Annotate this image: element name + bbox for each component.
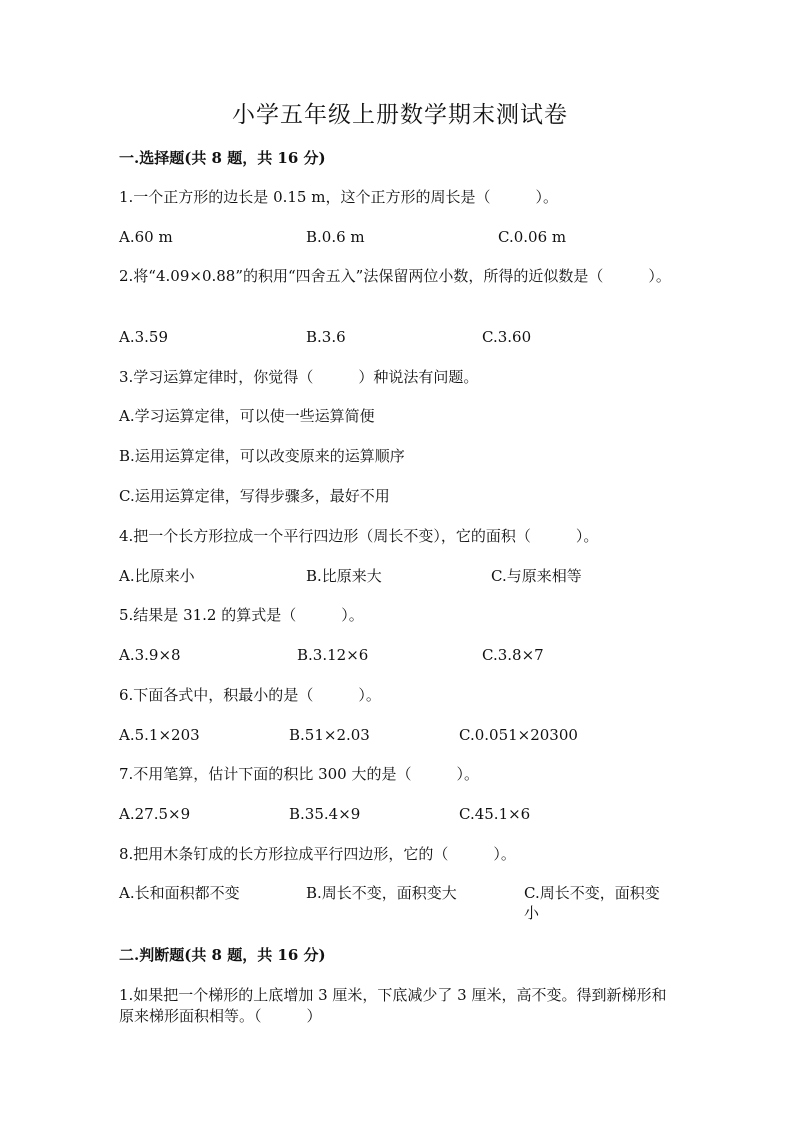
section-heading-choice: 一.选择题(共 8 题，共 16 分) [119, 149, 326, 167]
question-4-option-a: A.比原来小 [119, 567, 195, 585]
question-1-option-b: B.0.6 m [306, 228, 365, 246]
question-1-option-c: C.0.06 m [498, 228, 567, 246]
judgement-question-1: 1.如果把一个梯形的上底增加 3 厘米，下底减少了 3 厘米，高不变。得到新梯形和原来梯形面积相等。（ ） [119, 986, 667, 1025]
question-6-option-a: A.5.1×203 [119, 726, 200, 744]
question-4-option-b: B.比原来大 [306, 567, 382, 585]
question-7-option-b: B.35.4×9 [289, 805, 361, 823]
question-1-option-a: A.60 m [119, 228, 173, 246]
question-2-option-a: A.3.59 [119, 328, 168, 346]
question-2-option-c: C.3.60 [482, 328, 532, 346]
question-6-option-b: B.51×2.03 [289, 726, 370, 744]
question-8-stem: 8.把用木条钉成的长方形拉成平行四边形，它的（ ）。 [119, 845, 516, 863]
question-3-stem: 3.学习运算定律时，你觉得（ ）种说法有问题。 [119, 368, 479, 386]
question-5-option-c: C.3.8×7 [482, 646, 544, 664]
question-5-stem: 5.结果是 31.2 的算式是（ ）。 [119, 606, 364, 624]
question-1-stem: 1.一个正方形的边长是 0.15 m，这个正方形的周长是（ ）。 [119, 188, 558, 206]
question-3-option-a: A.学习运算定律，可以使一些运算简便 [119, 407, 375, 425]
question-7-option-a: A.27.5×9 [119, 805, 191, 823]
question-6-option-c: C.0.051×20300 [459, 726, 578, 744]
question-3-option-b: B.运用运算定律，可以改变原来的运算顺序 [119, 447, 405, 465]
page-title: 小学五年级上册数学期末测试卷 [232, 102, 568, 128]
question-4-option-c: C.与原来相等 [491, 567, 582, 585]
question-7-stem: 7.不用笔算，估计下面的积比 300 大的是（ ）。 [119, 765, 479, 783]
question-8-option-c: C.周长不变，面积变小 [524, 884, 660, 922]
question-5-option-a: A.3.9×8 [119, 646, 181, 664]
question-7-option-c: C.45.1×6 [459, 805, 531, 823]
question-2-stem: 2.将“4.09×0.88”的积用“四舍五入”法保留两位小数，所得的近似数是（ ）。 [119, 267, 671, 285]
question-8-option-b: B.周长不变，面积变大 [306, 884, 457, 902]
question-6-stem: 6.下面各式中，积最小的是（ ）。 [119, 686, 381, 704]
question-2-option-b: B.3.6 [306, 328, 346, 346]
question-4-stem: 4.把一个长方形拉成一个平行四边形（周长不变），它的面积（ ）。 [119, 527, 599, 545]
question-5-option-b: B.3.12×6 [297, 646, 369, 664]
question-8-option-a: A.长和面积都不变 [119, 884, 240, 902]
section-heading-judgement: 二.判断题(共 8 题，共 16 分) [119, 946, 326, 964]
question-3-option-c: C.运用运算定律，写得步骤多，最好不用 [119, 487, 390, 505]
